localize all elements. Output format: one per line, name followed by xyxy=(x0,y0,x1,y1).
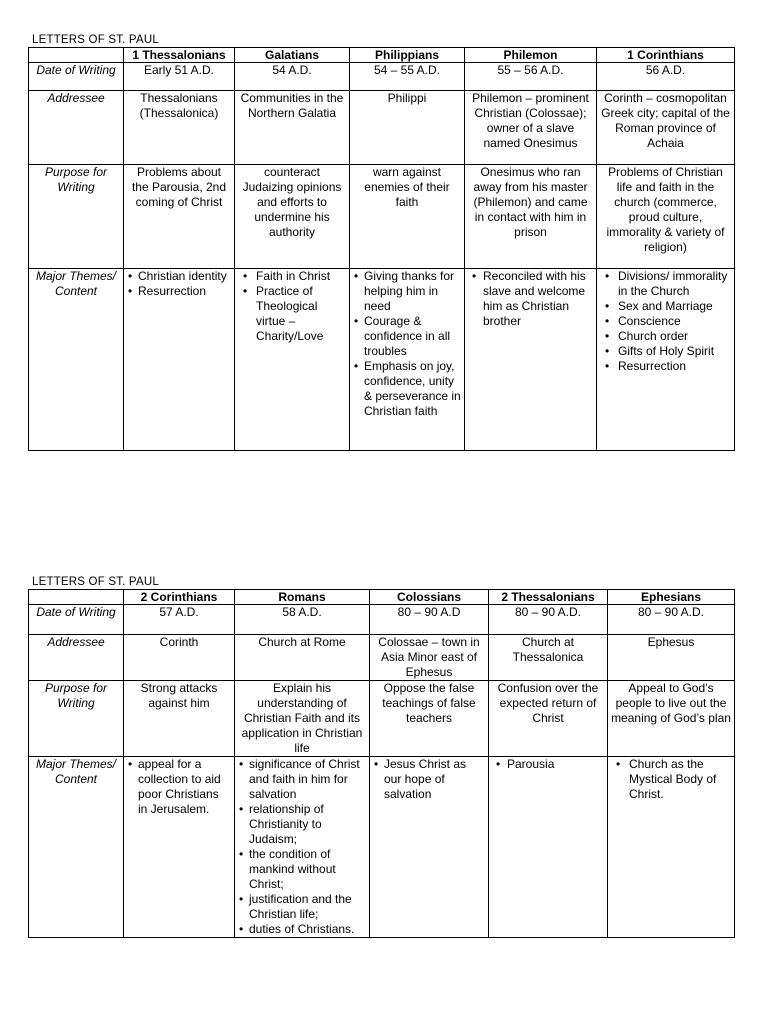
theme-item: • relationship of Christianity to Judaism; xyxy=(238,802,366,847)
themes-list xyxy=(492,757,604,772)
row-header-purpose: Purpose for Writing xyxy=(29,681,124,757)
themes-list xyxy=(353,269,461,419)
date-cell: 57 A.D. xyxy=(124,605,235,635)
purpose-cell: Explain his understanding of Christian Faith and its application in Christian life xyxy=(235,681,370,757)
addressee-cell: Church at Thessalonica xyxy=(489,635,608,681)
column-header: 2 Thessalonians xyxy=(489,590,608,605)
theme-item: • the condition of mankind without Christ; xyxy=(238,847,366,892)
date-cell: 58 A.D. xyxy=(235,605,370,635)
letters-table-2 xyxy=(28,589,735,938)
purpose-cell: Problems of Christian life and faith in the church (commerce, proud culture, immorality & variety of religion) xyxy=(597,165,735,269)
row-header-addressee: Addressee xyxy=(29,91,124,165)
themes-cell xyxy=(124,269,235,451)
themes-list xyxy=(468,269,593,329)
themes-list xyxy=(600,269,731,374)
row-header-date: Date of Writing xyxy=(29,63,124,91)
row-header-date: Date of Writing xyxy=(29,605,124,635)
column-header: Galatians xyxy=(235,48,350,63)
themes-cell xyxy=(124,757,235,938)
themes-list xyxy=(238,757,366,937)
row-header-themes: Major Themes/ Content xyxy=(29,269,124,451)
column-header: 1 Thessalonians xyxy=(124,48,235,63)
purpose-cell: Problems about the Parousia, 2nd coming of Christ xyxy=(124,165,235,269)
themes-list xyxy=(238,269,346,344)
table-1-title: LETTERS OF ST. PAUL xyxy=(32,34,159,46)
row-header-addressee: Addressee xyxy=(29,635,124,681)
header-corner xyxy=(29,590,124,605)
theme-item: • Reconciled with his slave and welcome him as Christian brother xyxy=(468,269,593,329)
theme-item: • appeal for a collection to aid poor Christians in Jerusalem. xyxy=(127,757,231,817)
table-row-purpose xyxy=(29,165,735,269)
purpose-cell: Strong attacks against him xyxy=(124,681,235,757)
theme-item: • Church as the Mystical Body of Christ. xyxy=(611,757,731,802)
column-header: Colossians xyxy=(370,590,489,605)
date-cell: 54 A.D. xyxy=(235,63,350,91)
table-row-themes xyxy=(29,757,735,938)
themes-cell xyxy=(235,757,370,938)
date-cell: 80 – 90 A.D. xyxy=(489,605,608,635)
themes-cell xyxy=(235,269,350,451)
date-cell: 56 A.D. xyxy=(597,63,735,91)
column-header: Philemon xyxy=(465,48,597,63)
purpose-cell: warn against enemies of their faith xyxy=(350,165,465,269)
theme-item: • Conscience xyxy=(600,314,731,329)
themes-list xyxy=(127,269,231,299)
table-row-addressee xyxy=(29,635,735,681)
purpose-cell: counteract Judaizing opinions and efforts to undermine his authority xyxy=(235,165,350,269)
theme-item: • Christian identity xyxy=(127,269,231,284)
theme-item: • Parousia xyxy=(492,757,604,772)
date-cell: Early 51 A.D. xyxy=(124,63,235,91)
theme-item: • Church order xyxy=(600,329,731,344)
theme-item: • Resurrection xyxy=(127,284,231,299)
themes-cell xyxy=(489,757,608,938)
themes-list xyxy=(373,757,485,802)
date-cell: 54 – 55 A.D. xyxy=(350,63,465,91)
purpose-cell: Appeal to God’s people to live out the meaning of God’s plan xyxy=(608,681,735,757)
table-row-date xyxy=(29,63,735,91)
themes-list xyxy=(127,757,231,817)
letters-table-1-block xyxy=(28,33,734,451)
table-row-purpose xyxy=(29,681,735,757)
row-header-purpose: Purpose for Writing xyxy=(29,165,124,269)
theme-item: • Faith in Christ xyxy=(238,269,346,284)
theme-item: • Jesus Christ as our hope of salvation xyxy=(373,757,485,802)
purpose-cell: Oppose the false teachings of false teachers xyxy=(370,681,489,757)
date-cell: 55 – 56 A.D. xyxy=(465,63,597,91)
themes-cell xyxy=(597,269,735,451)
addressee-cell: Communities in the Northern Galatia xyxy=(235,91,350,165)
date-cell: 80 – 90 A.D. xyxy=(608,605,735,635)
addressee-cell: Ephesus xyxy=(608,635,735,681)
addressee-cell: Corinth – cosmopolitan Greek city; capital of the Roman province of Achaia xyxy=(597,91,735,165)
theme-item: • Resurrection xyxy=(600,359,731,374)
purpose-cell: Onesimus who ran away from his master (Philemon) and came in contact with him in prison xyxy=(465,165,597,269)
column-header: 1 Corinthians xyxy=(597,48,735,63)
themes-cell xyxy=(608,757,735,938)
themes-cell xyxy=(350,269,465,451)
theme-item: • Practice of Theological virtue – Charity/Love xyxy=(238,284,346,344)
table-row-date xyxy=(29,605,735,635)
theme-item: • Emphasis on joy, confidence, unity & perseverance in Christian faith xyxy=(353,359,461,419)
column-header: 2 Corinthians xyxy=(124,590,235,605)
date-cell: 80 – 90 A.D xyxy=(370,605,489,635)
column-header: Philippians xyxy=(350,48,465,63)
themes-cell xyxy=(370,757,489,938)
table-header-row xyxy=(29,48,735,63)
letters-table-1 xyxy=(28,47,735,451)
table-row-addressee xyxy=(29,91,735,165)
row-header-themes: Major Themes/ Content xyxy=(29,757,124,938)
column-header: Ephesians xyxy=(608,590,735,605)
table-2-title: LETTERS OF ST. PAUL xyxy=(32,576,159,588)
theme-item: • Sex and Marriage xyxy=(600,299,731,314)
table-header-row xyxy=(29,590,735,605)
theme-item: • Divisions/ immorality in the Church xyxy=(600,269,731,299)
addressee-cell: Philippi xyxy=(350,91,465,165)
theme-item: • Giving thanks for helping him in need xyxy=(353,269,461,314)
addressee-cell: Philemon – prominent Christian (Colossae); owner of a slave named Onesimus xyxy=(465,91,597,165)
theme-item: • justification and the Christian life; xyxy=(238,892,366,922)
purpose-cell: Confusion over the expected return of Christ xyxy=(489,681,608,757)
table-row-themes xyxy=(29,269,735,451)
theme-item: • significance of Christ and faith in him for salvation xyxy=(238,757,366,802)
theme-item: • Courage & confidence in all troubles xyxy=(353,314,461,359)
addressee-cell: Corinth xyxy=(124,635,235,681)
themes-cell xyxy=(465,269,597,451)
addressee-cell: Colossae – town in Asia Minor east of Ephesus xyxy=(370,635,489,681)
header-corner xyxy=(29,48,124,63)
themes-list xyxy=(611,757,731,802)
addressee-cell: Church at Rome xyxy=(235,635,370,681)
addressee-cell: Thessalonians (Thessalonica) xyxy=(124,91,235,165)
letters-table-2-block xyxy=(28,575,734,938)
theme-item: • Gifts of Holy Spirit xyxy=(600,344,731,359)
column-header: Romans xyxy=(235,590,370,605)
theme-item: • duties of Christians. xyxy=(238,922,366,937)
